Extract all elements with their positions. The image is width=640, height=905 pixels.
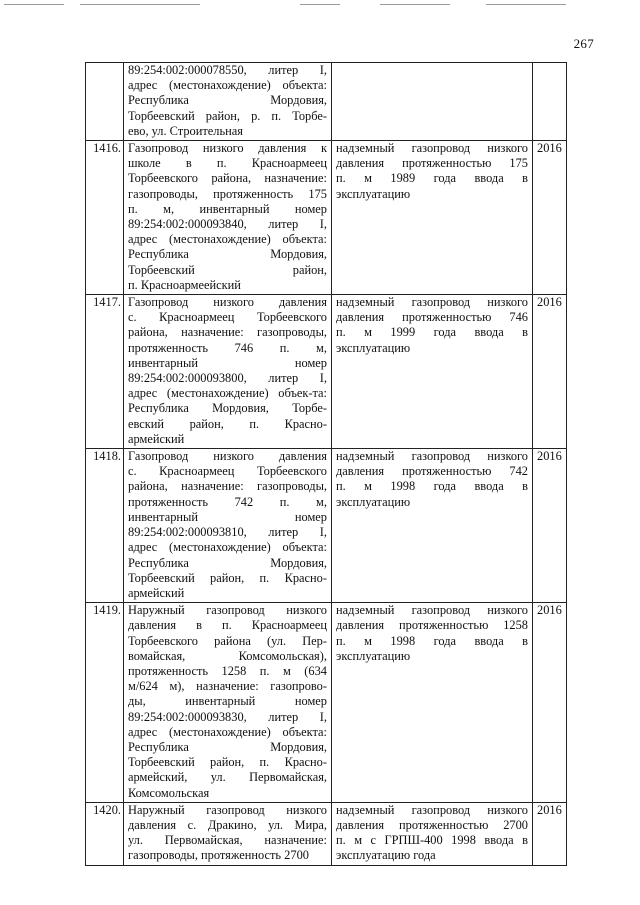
- description-line: адрес (местонахождение) объек-та:: [128, 386, 327, 401]
- description-line: Торбеевского района (ул. Пер-: [128, 633, 327, 648]
- year-cell: 2016: [533, 295, 567, 449]
- description-line: Газопровод низкого давления: [128, 295, 327, 310]
- row-number: 1417.: [86, 295, 124, 449]
- object-description: [124, 802, 332, 865]
- object-description: [124, 449, 332, 603]
- description-line: 89:254:002:000093800, литер I,: [128, 371, 327, 386]
- description-line: Республика Мордовия,: [128, 739, 327, 754]
- characteristics-line: эксплуатацию: [336, 186, 411, 201]
- description-line: Республика Мордовия,: [128, 555, 327, 570]
- row-number: 1420.: [86, 802, 124, 865]
- characteristics-line: надземный газопровод низкого: [336, 141, 528, 156]
- description-line: Республика Мордовия, Торбе-: [128, 401, 327, 416]
- characteristics-line: надземный газопровод низкого: [336, 449, 528, 464]
- object-characteristics: [332, 603, 533, 803]
- table-row: [86, 141, 567, 295]
- table-row: [86, 63, 567, 141]
- table-row: [86, 603, 567, 803]
- characteristics-line: эксплуатацию: [336, 648, 411, 663]
- description-line: армейский: [128, 431, 185, 446]
- characteristics-line: давления протяженностью 746: [336, 310, 528, 325]
- description-line: инвентарный номер: [128, 509, 327, 524]
- description-line: 89:254:002:000093840, литер I,: [128, 217, 327, 232]
- table-row: [86, 295, 567, 449]
- object-characteristics: [332, 63, 533, 141]
- description-line: 89:254:002:000093830, литер I,: [128, 709, 327, 724]
- description-line: Газопровод низкого давления к: [128, 141, 327, 156]
- object-description: [124, 141, 332, 295]
- characteristics-line: давления протяженностью 175: [336, 156, 528, 171]
- description-line: инвентарный номер: [128, 355, 327, 370]
- description-line: протяженность 742 п. м,: [128, 494, 327, 509]
- description-line: ды, инвентарный номер: [128, 694, 327, 709]
- characteristics-line: надземный газопровод низкого: [336, 295, 528, 310]
- year-cell: 2016: [533, 603, 567, 803]
- description-line: газопроводы, протяженность 2700: [128, 848, 309, 863]
- row-number: 1416.: [86, 141, 124, 295]
- description-line: адрес (местонахождение) объекта:: [128, 540, 327, 555]
- year-cell: [533, 63, 567, 141]
- object-description: [124, 63, 332, 141]
- description-line: Торбеевский район, п. Красно-: [128, 570, 327, 585]
- characteristics-line: п. м 1989 года ввода в: [336, 171, 528, 186]
- description-line: района, назначение: газопроводы,: [128, 325, 327, 340]
- scan-edge-artifact: [0, 0, 640, 10]
- description-line: с. Красноармеец Торбеевского: [128, 464, 327, 479]
- description-line: Торбеевского района, назначение:: [128, 171, 327, 186]
- description-line: 89:254:002:000078550, литер I,: [128, 63, 327, 77]
- characteristics-line: давления протяженностью 2700: [336, 817, 528, 832]
- description-line: ул. Первомайская, назначение:: [128, 833, 327, 848]
- description-line: адрес (местонахождение) объекта:: [128, 232, 327, 247]
- description-line: адрес (местонахождение) объекта:: [128, 724, 327, 739]
- object-characteristics: [332, 449, 533, 603]
- object-characteristics: [332, 802, 533, 865]
- description-line: Торбеевский район, п. Красно-: [128, 755, 327, 770]
- characteristics-line: давления протяженностью 742: [336, 464, 528, 479]
- description-line: газопроводы, протяженность 175: [128, 186, 327, 201]
- characteristics-line: п. м 1999 года ввода в: [336, 325, 528, 340]
- description-line: м/624 м), назначение: газопрово-: [128, 679, 327, 694]
- registry-table: [85, 62, 567, 866]
- description-line: района, назначение: газопроводы,: [128, 479, 327, 494]
- description-line: вомайская, Комсомольская),: [128, 648, 327, 663]
- description-line: школе в п. Красноармеец: [128, 156, 327, 171]
- table-row: [86, 449, 567, 603]
- description-line: п. м, инвентарный номер: [128, 201, 327, 216]
- description-line: Наружный газопровод низкого: [128, 603, 327, 618]
- description-line: Наружный газопровод низкого: [128, 802, 327, 817]
- object-description: [124, 603, 332, 803]
- characteristics-line: давления протяженностью 1258: [336, 618, 528, 633]
- row-number: 1419.: [86, 603, 124, 803]
- row-number: [86, 63, 124, 141]
- description-line: армейский: [128, 585, 185, 600]
- description-line: адрес (местонахождение) объекта:: [128, 78, 327, 93]
- description-line: Республика Мордовия,: [128, 93, 327, 108]
- object-description: [124, 295, 332, 449]
- characteristics-line: п. м 1998 года ввода в: [336, 633, 528, 648]
- description-line: Торбеевский район, р. п. Торбе-: [128, 108, 327, 123]
- description-line: протяженность 746 п. м,: [128, 340, 327, 355]
- characteristics-line: надземный газопровод низкого: [336, 603, 528, 618]
- description-line: евский район, п. Красно-: [128, 416, 327, 431]
- description-line: давления в п. Красноармеец: [128, 618, 327, 633]
- description-line: п. Красноармеейский: [128, 277, 241, 292]
- object-characteristics: [332, 141, 533, 295]
- characteristics-line: эксплуатацию: [336, 494, 411, 509]
- year-cell: 2016: [533, 802, 567, 865]
- description-line: с. Красноармеец Торбеевского: [128, 310, 327, 325]
- year-cell: 2016: [533, 449, 567, 603]
- description-line: Комсомольская: [128, 785, 210, 800]
- description-line: 89:254:002:000093810, литер I,: [128, 525, 327, 540]
- page-number: 267: [573, 36, 594, 51]
- year-cell: 2016: [533, 141, 567, 295]
- object-characteristics: [332, 295, 533, 449]
- characteristics-line: эксплуатацию года: [336, 848, 436, 863]
- description-line: армейский, ул. Первомайская,: [128, 770, 327, 785]
- characteristics-line: надземный газопровод низкого: [336, 802, 528, 817]
- characteristics-line: эксплуатацию: [336, 340, 411, 355]
- characteristics-line: п. м 1998 года ввода в: [336, 479, 528, 494]
- description-line: ево, ул. Строительная: [128, 123, 243, 138]
- table-row: [86, 802, 567, 865]
- description-line: давления с. Дракино, ул. Мира,: [128, 817, 327, 832]
- description-line: Газопровод низкого давления: [128, 449, 327, 464]
- description-line: протяженность 1258 п. м (634: [128, 663, 327, 678]
- row-number: 1418.: [86, 449, 124, 603]
- description-line: Республика Мордовия,: [128, 247, 327, 262]
- description-line: Торбеевский район,: [128, 262, 327, 277]
- characteristics-line: п. м с ГРПШ-400 1998 ввода в: [336, 833, 528, 848]
